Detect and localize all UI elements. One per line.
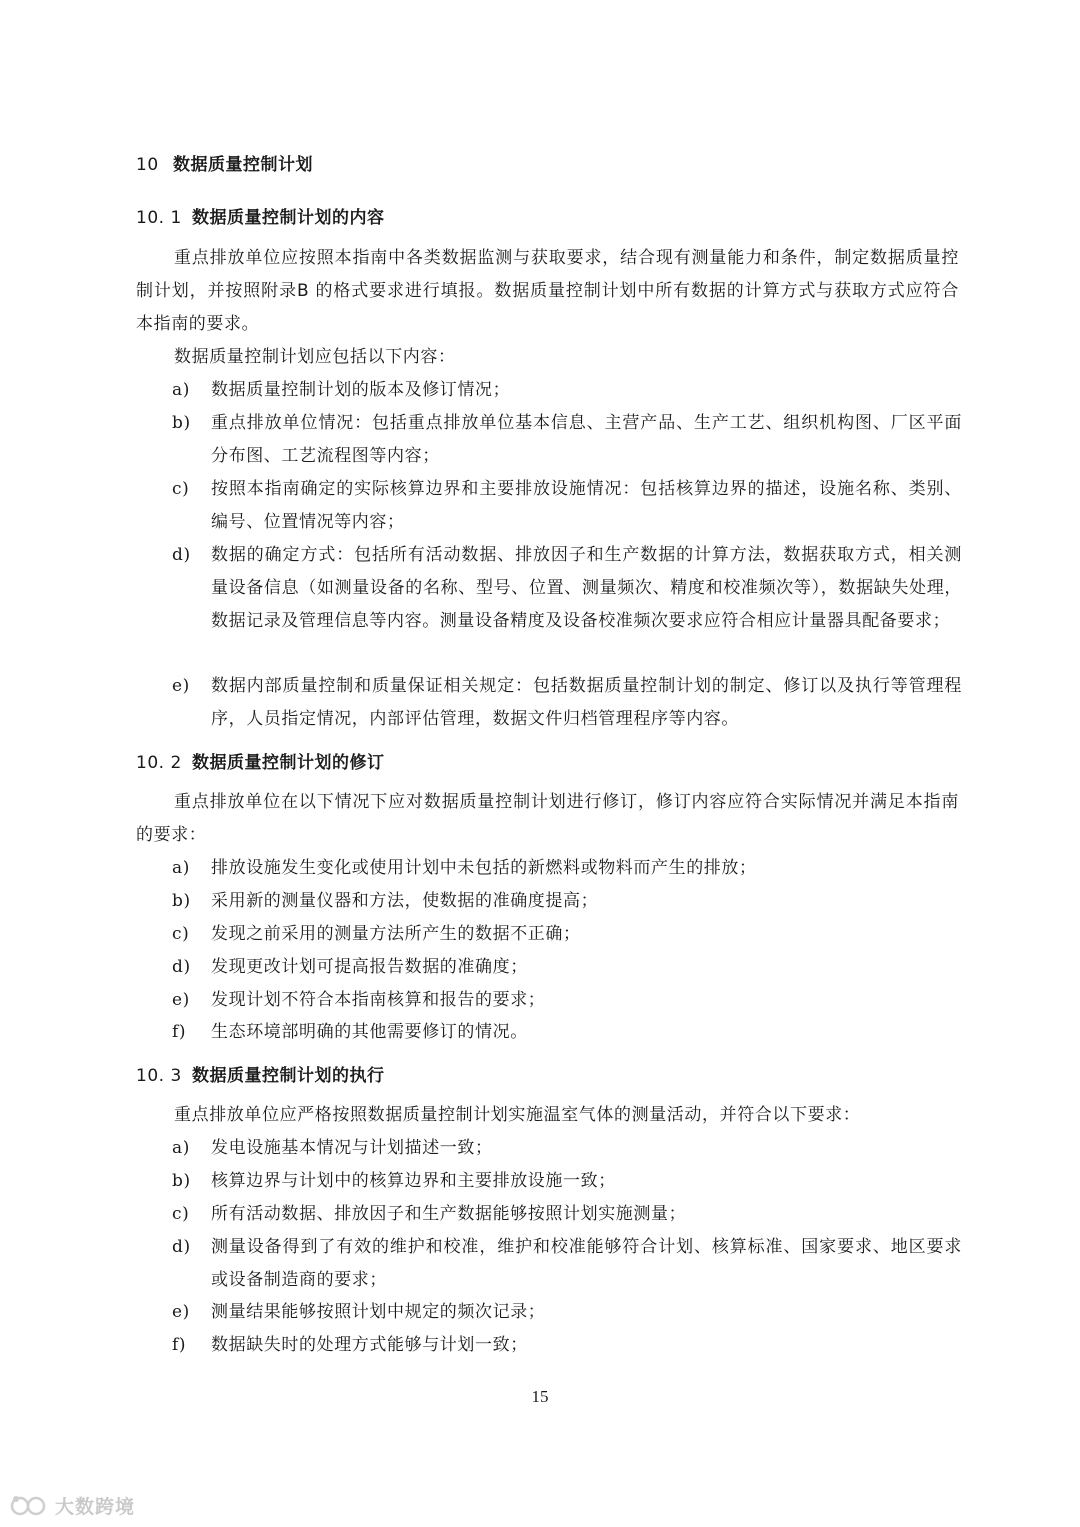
list-item [172,539,962,638]
section-number: 10. 3 [136,1066,182,1086]
paragraph: 重点排放单位应按照本指南中各类数据监测与获取要求，结合现有测量能力和条件，制定数据质量控制计划，并按照附录B 的格式要求进行填报。数据质量控制计划中所有数据的计算方式与获取方式应符合本指南的要求。 [136,248,959,334]
watermark-logo-icon [10,1494,50,1518]
section-title: 数据质量控制计划的内容 [192,208,385,228]
list-marker: b) [172,413,191,433]
section-10-2-heading [136,748,385,773]
list-marker: d) [172,545,191,565]
list-item [172,1165,962,1198]
list-item [172,1231,962,1297]
list-item [172,885,962,918]
list-marker: c) [172,479,190,499]
list-marker: b) [172,891,191,911]
list-item-text: 发电设施基本情况与计划描述一致； [211,1138,493,1158]
section-10-heading [136,150,313,175]
list-item-text: 发现计划不符合本指南核算和报告的要求； [211,990,546,1010]
list-item-text: 重点排放单位情况：包括重点排放单位基本信息、主营产品、生产工艺、组织机构图、厂区平面分布图、工艺流程图等内容； [211,413,962,466]
list-item [172,1016,962,1049]
list-item-text: 测量结果能够按照计划中规定的频次记录； [211,1302,546,1322]
list-item-text: 数据的确定方式：包括所有活动数据、排放因子和生产数据的计算方法，数据获取方式，相关测量设备信息（如测量设备的名称、型号、位置、测量频次、精度和校准频次等），数据缺失处理，数据记录及管理信息等内容。测量设备精度及设备校准频次要求应符合相应计量器具配备要求； [211,545,962,631]
list-marker: f) [172,1022,187,1042]
list-item [172,374,962,407]
list-item-text: 所有活动数据、排放因子和生产数据能够按照计划实施测量； [211,1204,687,1224]
list-item [172,407,962,473]
watermark [10,1492,135,1519]
page-number: 15 [531,1387,549,1406]
section-title: 数据质量控制计划的修订 [192,753,385,773]
list-item-text: 生态环境部明确的其他需要修订的情况。 [211,1022,528,1042]
list-item [172,984,962,1017]
list-item-text: 采用新的测量仪器和方法，使数据的准确度提高； [211,891,599,911]
list-marker: e) [172,676,190,696]
list-item-text: 数据内部质量控制和质量保证相关规定：包括数据质量控制计划的制定、修订以及执行等管理程序，人员指定情况，内部评估管理，数据文件归档管理程序等内容。 [211,676,962,729]
list-item-text: 数据缺失时的处理方式能够与计划一致； [211,1335,528,1355]
list-marker: a) [172,380,190,400]
paragraph: 数据质量控制计划应包括以下内容： [174,347,456,367]
section-10-3-heading [136,1061,385,1086]
list-marker: d) [172,1237,191,1257]
list-item-text: 排放设施发生变化或使用计划中未包括的新燃料或物料而产生的排放； [211,858,757,878]
watermark-text: 大数跨境 [55,1496,136,1518]
list-item-text: 按照本指南确定的实际核算边界和主要排放设施情况：包括核算边界的描述，设施名称、类别、编号、位置情况等内容； [211,479,962,532]
list-item-text: 发现更改计划可提高报告数据的准确度； [211,957,528,977]
list-marker: c) [172,1204,190,1224]
list-item-text: 核算边界与计划中的核算边界和主要排放设施一致； [211,1171,616,1191]
list-marker: c) [172,924,190,944]
list-marker: a) [172,1138,190,1158]
list-item [172,918,962,951]
list-marker: d) [172,957,191,977]
section-number: 10. 1 [136,208,182,228]
list-marker: a) [172,858,190,878]
section-title: 数据质量控制计划的执行 [192,1066,385,1086]
list-item [172,473,962,539]
list-item [172,951,962,984]
section-number: 10. 2 [136,753,182,773]
list-item-text: 数据质量控制计划的版本及修订情况； [211,380,511,400]
section-10-1-heading [136,203,385,228]
section-title: 数据质量控制计划 [173,155,313,175]
list-item-text: 测量设备得到了有效的维护和校准，维护和校准能够符合计划、核算标准、国家要求、地区要求或设备制造商的要求； [211,1237,962,1290]
list-marker: b) [172,1171,191,1191]
paragraph: 重点排放单位在以下情况下应对数据质量控制计划进行修订，修订内容应符合实际情况并满足本指南的要求： [136,792,959,845]
paragraph: 重点排放单位应严格按照数据质量控制计划实施温室气体的测量活动，并符合以下要求： [174,1105,861,1125]
list-item [172,670,962,736]
list-marker: e) [172,1302,190,1322]
list-item [172,1132,962,1165]
list-marker: f) [172,1335,187,1355]
list-item [172,1198,962,1231]
list-item [172,1329,962,1362]
list-item [172,1296,962,1329]
list-item-text: 发现之前采用的测量方法所产生的数据不正确； [211,924,581,944]
list-marker: e) [172,990,190,1010]
section-number: 10 [136,155,159,175]
list-item [172,852,962,885]
